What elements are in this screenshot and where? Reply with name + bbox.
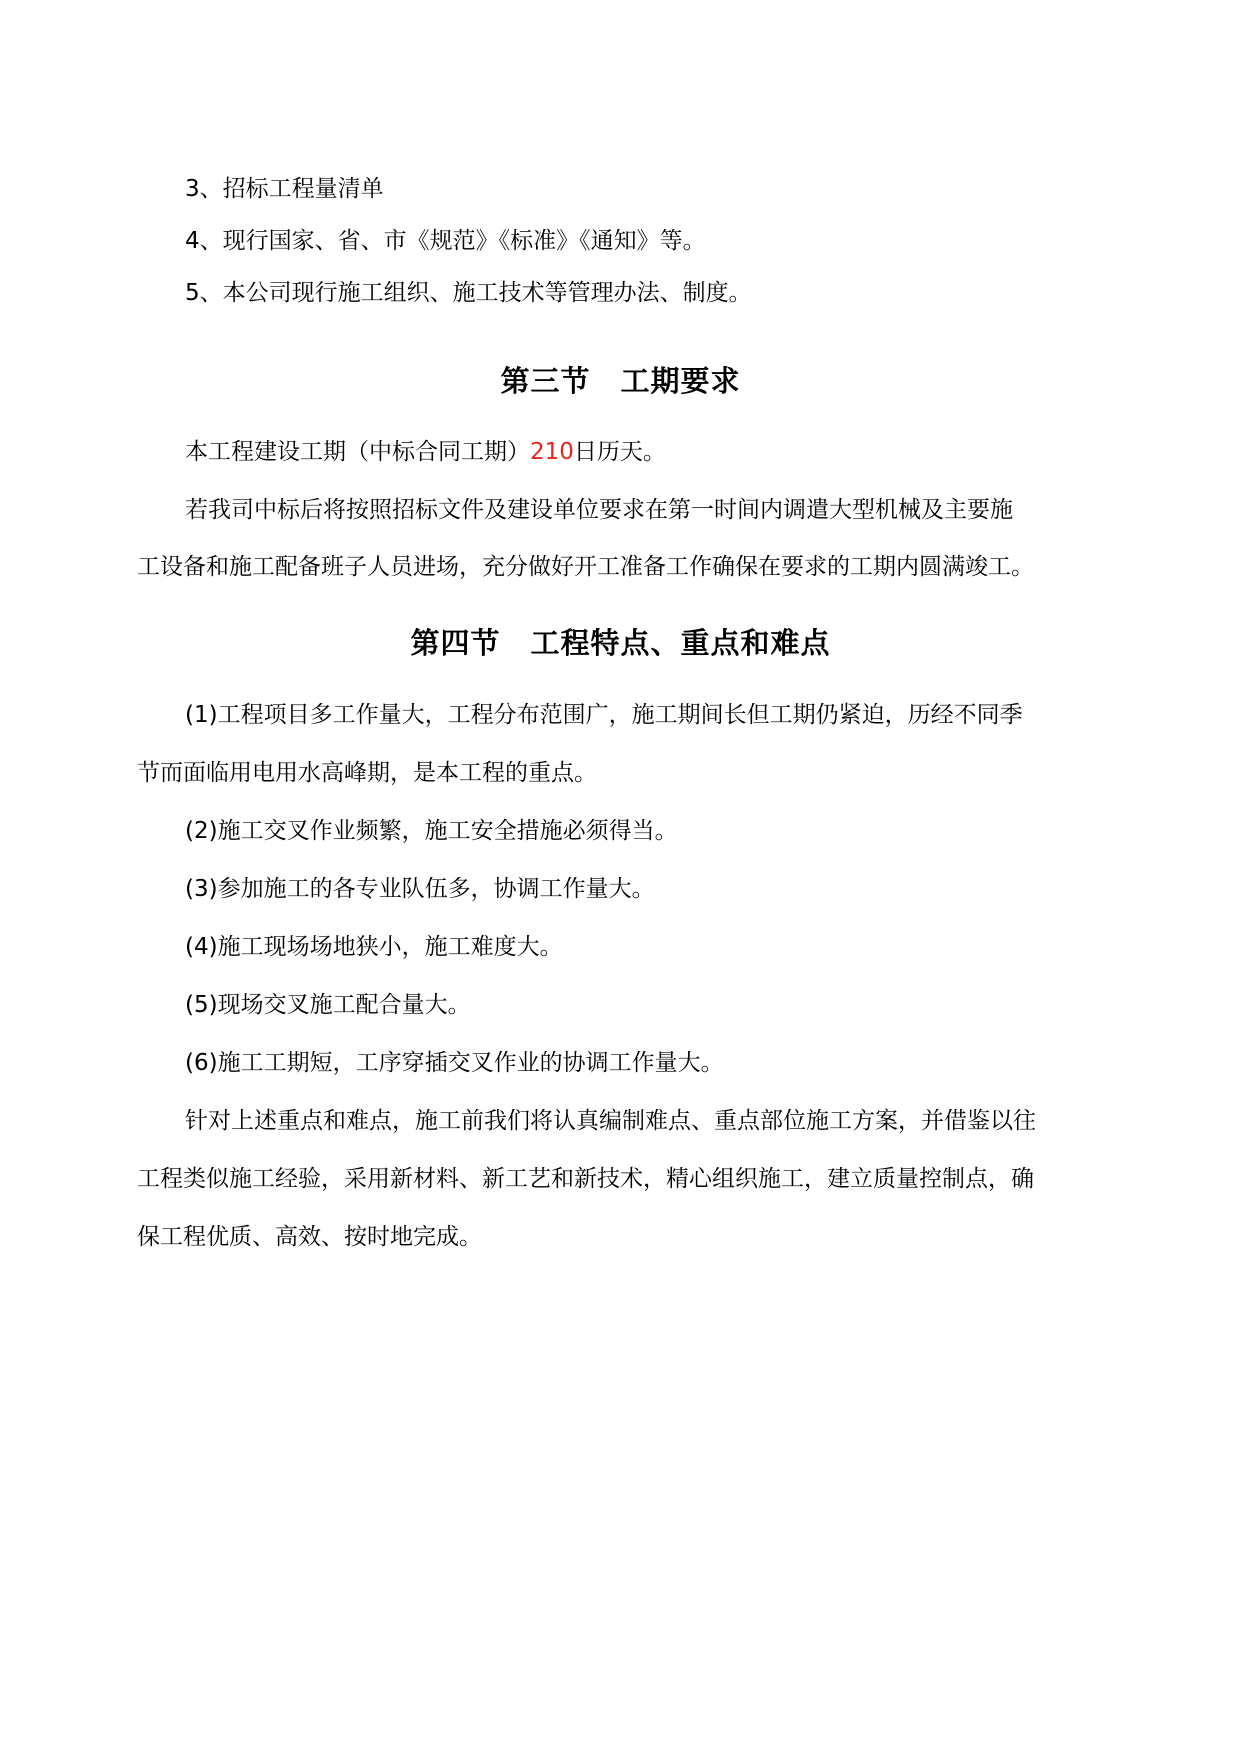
mobilization-paragraph-line-2: 工设备和施工配备班子人员进场，充分做好开工准备工作确保在要求的工期内圆满竣工。 (137, 554, 1034, 580)
duration-suffix: 日历天。 (573, 439, 666, 465)
closing-paragraph-line-2: 工程类似施工经验，采用新材料、新工艺和新技术，精心组织施工，建立质量控制点，确 (137, 1166, 1034, 1192)
section-3-heading: 第三节 工期要求 (500, 364, 741, 398)
feature-item-2: (2)施工交叉作业频繁，施工安全措施必须得当。 (185, 818, 678, 844)
basis-item-4: 4、现行国家、省、市《规范》《标准》《通知》等。 (185, 228, 706, 254)
section-4-heading: 第四节 工程特点、重点和难点 (410, 626, 831, 660)
feature-item-5: (5)现场交叉施工配合量大。 (185, 992, 471, 1018)
duration-paragraph (185, 435, 1115, 469)
closing-paragraph-line-1: 针对上述重点和难点，施工前我们将认真编制难点、重点部位施工方案，并借鉴以往 (185, 1108, 1036, 1134)
feature-item-3: (3)参加施工的各专业队伍多，协调工作量大。 (185, 876, 655, 902)
feature-item-1-line-1: (1)工程项目多工作量大，工程分布范围广，施工期间长但工期仍紧迫，历经不同季 (185, 702, 1023, 728)
feature-item-1-line-2: 节而面临用电用水高峰期，是本工程的重点。 (137, 760, 597, 786)
feature-item-4: (4)施工现场场地狭小，施工难度大。 (185, 934, 563, 960)
closing-paragraph-line-3: 保工程优质、高效、按时地完成。 (137, 1224, 482, 1250)
feature-item-6: (6)施工工期短，工序穿插交叉作业的协调工作量大。 (185, 1050, 724, 1076)
duration-prefix: 本工程建设工期（中标合同工期） (185, 439, 530, 465)
basis-item-3: 3、招标工程量清单 (185, 176, 384, 202)
basis-item-5: 5、本公司现行施工组织、施工技术等管理办法、制度。 (185, 280, 752, 306)
duration-days: 210 (530, 439, 574, 465)
mobilization-paragraph-line-1: 若我司中标后将按照招标文件及建设单位要求在第一时间内调遣大型机械及主要施 (185, 497, 1013, 523)
